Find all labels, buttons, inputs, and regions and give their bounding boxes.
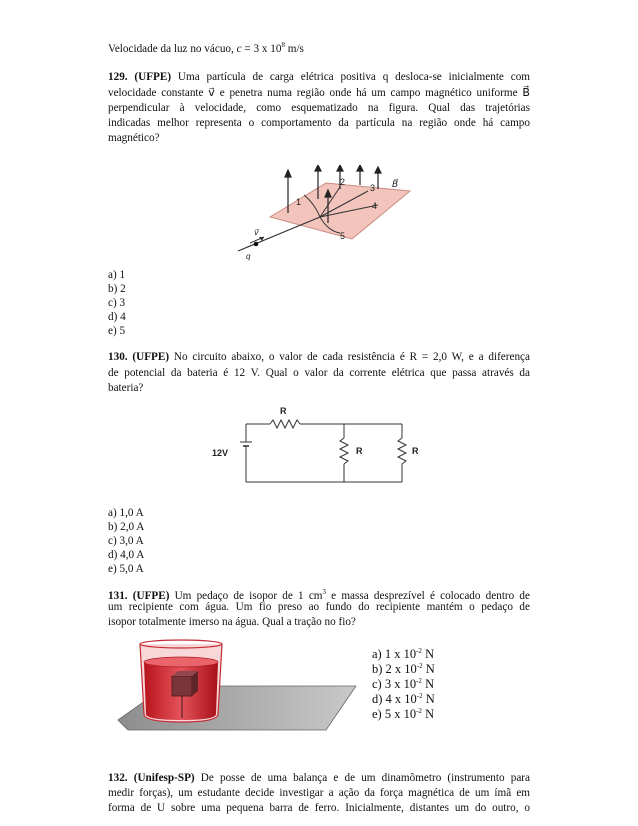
q131-option-b-unit: N bbox=[422, 662, 435, 676]
q129-line-4 bbox=[108, 116, 530, 131]
q129-option-d: d) 4 bbox=[108, 311, 126, 323]
particle-path bbox=[238, 217, 320, 251]
q130-option-c: c) 3,0 A bbox=[108, 535, 144, 547]
q131-option-d-exp: -2 bbox=[416, 692, 423, 700]
q130-text-2: de potencial da bateria é 12 V. Qual o valor da corrente elétrica que passa através da bbox=[108, 367, 530, 379]
beaker-figure bbox=[112, 634, 366, 734]
trajectory-label-4: 4 bbox=[372, 201, 378, 211]
q129-line-1 bbox=[108, 70, 530, 85]
q129-option-b: b) 2 bbox=[108, 283, 126, 295]
q131-line-2 bbox=[108, 600, 530, 615]
q131-text-1a: Um pedaço de isopor de 1 cm bbox=[169, 590, 323, 602]
q132-line-2 bbox=[108, 786, 530, 801]
q129-line-2 bbox=[108, 86, 530, 101]
q130-number: 130. (UFPE) bbox=[108, 351, 170, 363]
q130-text-3: bateria? bbox=[108, 382, 144, 394]
trajectory-label-3: 3 bbox=[370, 183, 376, 193]
resistor-top bbox=[270, 420, 300, 428]
q131-option-c-text: c) 3 x 10 bbox=[372, 677, 417, 691]
speed-of-light-line bbox=[108, 38, 530, 57]
trajectory-label-2: 2 bbox=[340, 177, 346, 187]
q129-text-4: indicadas melhor representa o comportamento da partícula na região onde há campo bbox=[108, 117, 530, 129]
q131-line-3 bbox=[108, 615, 530, 630]
q130-line-1 bbox=[108, 350, 530, 365]
q131-text-1b: e massa desprezível é colocado dentro de bbox=[326, 590, 530, 602]
q131-option-b-exp: -2 bbox=[416, 662, 423, 670]
q129-option-c: c) 3 bbox=[108, 297, 126, 309]
resistor-right bbox=[398, 438, 406, 464]
q132-text-2: medir forças), um estudante decide investigar a ação da força magnética de um ímã em bbox=[108, 787, 530, 799]
q130-line-3 bbox=[108, 381, 530, 396]
header-unit: m/s bbox=[284, 43, 304, 55]
q129-number: 129. (UFPE) bbox=[108, 71, 172, 83]
q131-option-d-text: d) 4 x 10 bbox=[372, 692, 417, 706]
velocity-label: v⃗ bbox=[254, 228, 259, 237]
q132-line-3 bbox=[108, 801, 530, 816]
circuit-diagram bbox=[206, 402, 436, 494]
q130-option-d: d) 4,0 A bbox=[108, 549, 145, 561]
resistor-mid-label: R bbox=[356, 446, 363, 456]
resistor-mid bbox=[340, 438, 348, 464]
q129-option-e: e) 5 bbox=[108, 325, 126, 337]
battery-label: 12V bbox=[212, 448, 229, 458]
q131-option-e-exp: -2 bbox=[416, 707, 422, 715]
water-surface bbox=[144, 657, 218, 667]
q131-option-c-exp: -2 bbox=[416, 677, 422, 685]
q132-text-3: forma de U sobre uma pequena barra de ferro. Inicialmente, distantes um do outro, o bbox=[108, 802, 530, 814]
q131-option-a-text: a) 1 x 10 bbox=[372, 647, 417, 661]
q131-text-3: isopor totalmente imerso na água. Qual a tração no fio? bbox=[108, 616, 356, 628]
q129-line-3 bbox=[108, 101, 530, 116]
header-value: = 3 x 10 bbox=[241, 43, 282, 55]
magnetic-field-figure bbox=[228, 165, 418, 265]
resistor-top-label: R bbox=[280, 406, 287, 416]
resistor-right-label: R bbox=[412, 446, 419, 456]
q131-exponent: 3 bbox=[322, 588, 326, 596]
q129-option-a: a) 1 bbox=[108, 269, 126, 281]
header-text: Velocidade da luz no vácuo, bbox=[108, 43, 237, 55]
q130-text-1: No circuito abaixo, o valor de cada resistência é R = 2,0 W, e a diferença bbox=[169, 351, 530, 363]
q131-option-e-unit: N bbox=[421, 707, 435, 721]
header-symbol: c bbox=[236, 43, 242, 55]
trajectory-label-5: 5 bbox=[340, 231, 346, 241]
q131-option-a-exp: -2 bbox=[416, 647, 422, 655]
q131-option-c-unit: N bbox=[421, 677, 435, 691]
q131-number: 131. (UFPE) bbox=[108, 590, 170, 602]
q132-text-1: De posse de uma balança e de um dinamômetro (instrumento para bbox=[194, 772, 530, 784]
q130-option-a: a) 1,0 A bbox=[108, 507, 144, 519]
charge-label: q bbox=[246, 252, 251, 261]
q130-option-e: e) 5,0 A bbox=[108, 563, 144, 575]
field-label: B⃗ bbox=[392, 179, 399, 189]
q132-line-1 bbox=[108, 771, 530, 786]
q129-text-3: perpendicular à velocidade, como esquematizado na figura. Qual das trajetórias bbox=[108, 102, 530, 114]
styrofoam-block bbox=[172, 676, 192, 696]
q130-option-b: b) 2,0 A bbox=[108, 521, 145, 533]
q129-text-2: velocidade constante v⃗ e penetra numa região onde há um campo magnético uniforme B⃗ bbox=[108, 87, 530, 99]
q131-option-d-unit: N bbox=[422, 692, 435, 706]
q131-option-b-text: b) 2 x 10 bbox=[372, 662, 417, 676]
q131-option-a-unit: N bbox=[421, 647, 435, 661]
q129-line-5 bbox=[108, 131, 530, 146]
q131-text-2: um recipiente com água. Um fio preso ao fundo do recipiente mantém o pedaço de bbox=[108, 601, 530, 613]
q131-option-e-text: e) 5 x 10 bbox=[372, 707, 417, 721]
header-exponent: 8 bbox=[281, 41, 285, 49]
trajectory-label-1: 1 bbox=[296, 197, 302, 207]
q129-text-1: Uma partícula de carga elétrica positiva q desloca-se inicialmente com bbox=[171, 71, 530, 83]
q130-line-2 bbox=[108, 366, 530, 381]
q131-option-e bbox=[372, 704, 434, 722]
particle-dot bbox=[254, 242, 259, 247]
q132-number: 132. (Unifesp-SP) bbox=[108, 772, 195, 784]
q129-text-5: magnético? bbox=[108, 132, 160, 144]
